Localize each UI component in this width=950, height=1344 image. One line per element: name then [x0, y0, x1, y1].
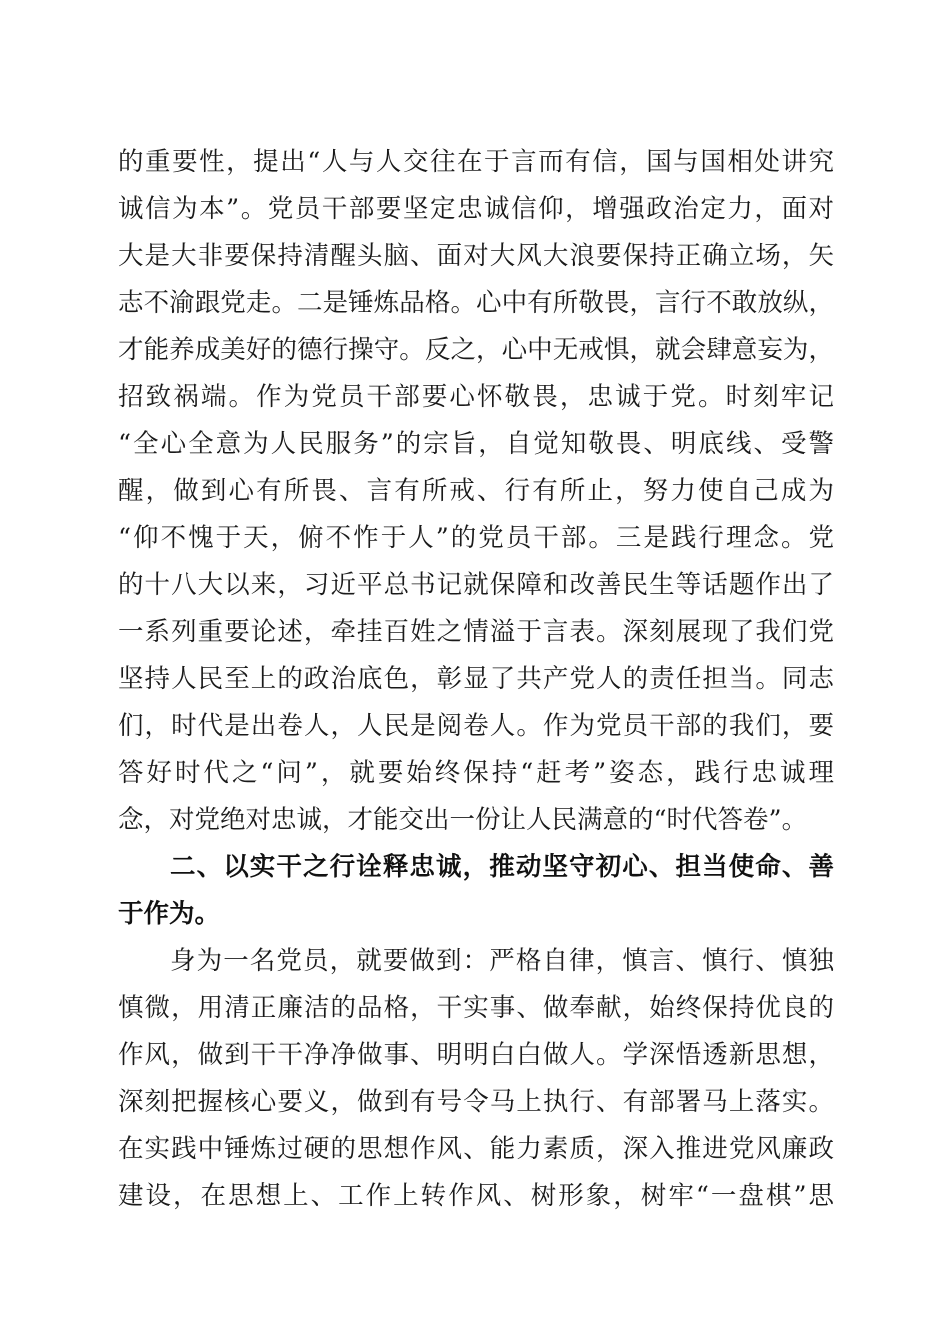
text-line: 醒，做到心有所畏、言有所戒、行有所止，努力使自己成为	[118, 476, 834, 506]
text-line: 的重要性，提出“人与人交往在于言而有信，国与国相处讲究	[118, 147, 834, 177]
text-line: 答好时代之“问”，就要始终保持“赶考”姿态，践行忠诚理	[118, 758, 834, 788]
heading-line: 二、以实干之行诠释忠诚，推动坚守初心、担当使命、善	[170, 852, 834, 882]
text-line: 深刻把握核心要义，做到有号令马上执行、有部署马上落实。	[118, 1087, 834, 1117]
text-line: “仰不愧于天，俯不怍于人”的党员干部。三是践行理念。党	[118, 523, 834, 553]
text-line: 的十八大以来，习近平总书记就保障和改善民生等话题作出了	[118, 570, 834, 600]
text-line: 身为一名党员，就要做到：严格自律，慎言、慎行、慎独	[170, 946, 834, 976]
text-line: 建设，在思想上、工作上转作风、树形象，树牢“一盘棋”思	[118, 1181, 834, 1211]
heading-line: 于作为。	[118, 899, 221, 929]
text-line: 慎微，用清正廉洁的品格，干实事、做奉献，始终保持优良的	[118, 993, 834, 1023]
text-line: 招致祸端。作为党员干部要心怀敬畏，忠诚于党。时刻牢记	[118, 382, 834, 412]
text-line: “全心全意为人民服务”的宗旨，自觉知敬畏、明底线、受警	[118, 429, 834, 459]
text-line: 坚持人民至上的政治底色，彰显了共产党人的责任担当。同志	[118, 664, 834, 694]
text-line: 们，时代是出卷人，人民是阅卷人。作为党员干部的我们，要	[118, 711, 834, 741]
text-line: 诚信为本”。党员干部要坚定忠诚信仰，增强政治定力，面对	[118, 194, 834, 224]
text-line: 大是大非要保持清醒头脑、面对大风大浪要保持正确立场，矢	[118, 241, 834, 271]
text-line: 念，对党绝对忠诚，才能交出一份让人民满意的“时代答卷”。	[118, 805, 808, 835]
text-line: 志不渝跟党走。二是锤炼品格。心中有所敬畏，言行不敢放纵，	[118, 288, 834, 318]
text-line: 才能养成美好的德行操守。反之，心中无戒惧，就会肆意妄为，	[118, 335, 834, 365]
text-line: 在实践中锤炼过硬的思想作风、能力素质，深入推进党风廉政	[118, 1134, 834, 1164]
text-line: 作风，做到干干净净做事、明明白白做人。学深悟透新思想，	[118, 1040, 834, 1070]
text-line: 一系列重要论述，牵挂百姓之情溢于言表。深刻展现了我们党	[118, 617, 834, 647]
